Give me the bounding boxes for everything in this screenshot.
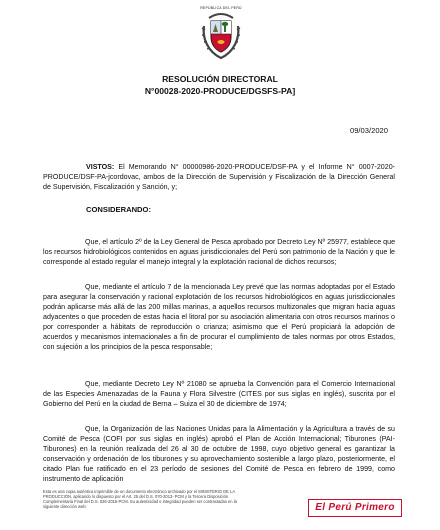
resolution-title: RESOLUCIÓN DIRECTORAL bbox=[162, 74, 278, 84]
vistos-text: El Memorando N° 00000986-2020-PRODUCE/DSF-PA y el Informe N° 0007-2020-PRODUCE/DSF-PA-jcordovac, ambos de la Dirección de Supervisión y Fiscalización de la Dirección General de Supervisión, Fiscalización y Sanción, y; bbox=[43, 163, 395, 191]
crest-caption: REPÚBLICA DEL PERÚ bbox=[200, 6, 242, 10]
footer-authenticity-note: Esta es una copia auténtica imprimible de un documento electrónico archivado por el MINISTERIO DE LA PRODUCCIÓN, aplicando lo dispuesto por el Art. 25 del D.S. 070-2013- PCM y la Tercera Disposición Complementaria Final del D.S. 026-2016-PCM. Su autenticidad e integridad pueden ser contrastadas en la siguiente dirección web: bbox=[43, 489, 237, 509]
vistos-paragraph bbox=[43, 162, 395, 192]
paragraph-3: Que, mediante Decreto Ley Nº 21080 se aprueba la Convención para el Comercio Internacional de las Especies Amenazadas de la Fauna y Flora Silvestre (CITES por sus siglas en inglés), suscrita por el Gobierno del Perú en la ciudad de Berna – Suiza el 30 de diciembre de 1974; bbox=[43, 380, 395, 408]
paragraph-2: Que, mediante el artículo 7 de la mencionada Ley prevé que las normas adoptadas por el Estado para asegurar la conservación y racional explotación de los recursos hidrobiológicos en aguas jurisdiccionales podrán aplicarse más allá de las 200 millas marinas, a aquellos recursos multizonales que migran hacia aguas adyacentes o que proceden de estas hacia el litoral por su asociación alimentaria con otros recursos marinos o por corresponder a hábitats de reproducción o crianza; asimismo que el Perú propiciará la adopción de acuerdos y mecanismos internacionales a fin de procurar el cumplimiento de tales normas por otros Estados, con sujeción a los principios de la pesca responsable; bbox=[43, 283, 395, 351]
vistos-label: VISTOS: bbox=[86, 163, 115, 171]
resolution-number: N°00028-2020-PRODUCE/DGSFS-PA] bbox=[144, 86, 296, 96]
national-coat-of-arms-icon bbox=[200, 4, 242, 62]
document-date: 09/03/2020 bbox=[349, 126, 388, 135]
considerando-heading: CONSIDERANDO: bbox=[86, 205, 151, 214]
el-peru-primero-logo: El Perú Primero bbox=[308, 499, 402, 517]
paragraph-1: Que, el artículo 2º de la Ley General de Pesca aprobado por Decreto Ley Nº 25977, establece que los recursos hidrobiológicos contenidos en aguas jurisdiccionales del Perú son patrimonio de la Nación y que le corresponde al estado regular el manejo integral y la explotación racional de dichos recursos; bbox=[43, 238, 396, 266]
paragraph-4: Que, la Organización de las Naciones Unidas para la Alimentación y la Agricultura a través de su Comité de Pesca (COFI por sus siglas en inglés) aprobó el Plan de Acción Internacional; Tiburones (PAI-Tiburones) en la reunión realizada del 26 al 30 de octubre de 1998, cuyo objetivo general es garantizar la conservación y ordenación de los tiburones y su aprovechamiento sostenible a largo plazo, posteriormente, el citado Plan fue ratificado en el 23 período de sesiones del Comité de Pesca en febrero de 1999, como instrumento de aplicación bbox=[43, 425, 395, 483]
